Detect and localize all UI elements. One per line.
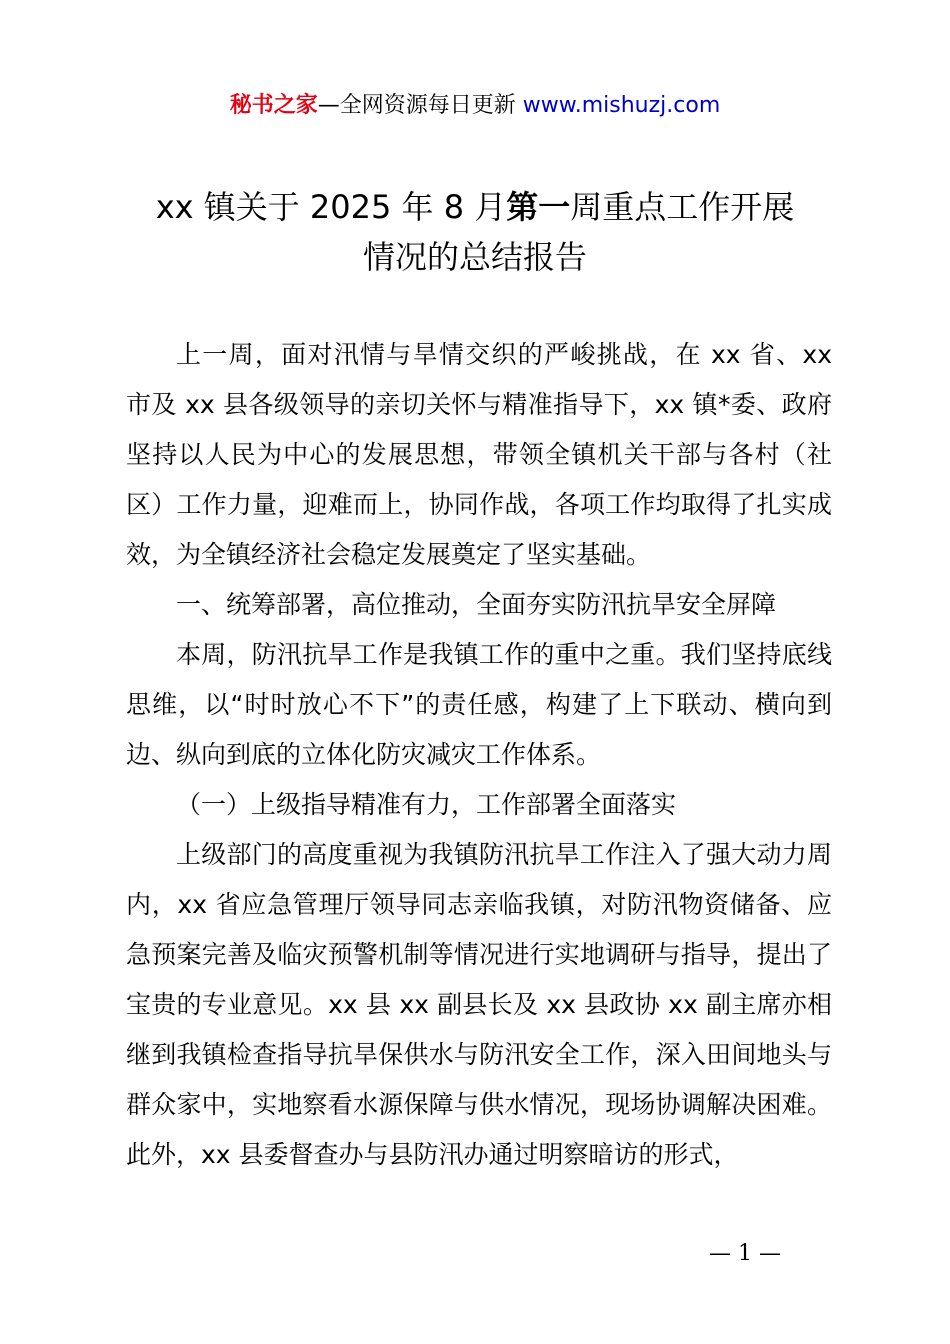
subsection-heading-1: （一）上级指导精准有力，工作部署全面落实	[176, 790, 677, 819]
title-bold-part: 第一	[506, 188, 571, 226]
page-footer	[0, 1236, 950, 1272]
title-part-2: 周重点工作开展	[570, 188, 795, 226]
site-url-link[interactable]: www.mishuzj.com	[522, 93, 721, 118]
intro-paragraph: 上一周，面对汛情与旱情交织的严峻挑战，在 xx 省、xx 市及 xx 县各级领导的亲切关怀与精准指导下，xx 镇*委、政府坚持以人民为中心的发展思想，带领全镇机关干部与各村（社区）工作力量，迎难而上，协同作战，各项工作均取得了扎实成效，为全镇经济社会稳定发展奠定了坚实基础。	[126, 340, 832, 569]
page-number: — 1 —	[709, 1241, 781, 1266]
document-title-line-2: 情况的总结报告	[362, 238, 587, 276]
banner-separator: —	[317, 93, 340, 118]
title-part-1: xx 镇关于 2025 年 8 月	[155, 188, 507, 226]
section-heading-1: 一、统筹部署，高位推动，全面夯实防汛抗旱安全屏障	[176, 590, 777, 619]
brand-name: 秘书之家	[229, 93, 318, 118]
document-title-line-1	[0, 182, 950, 232]
subsection-1-paragraph: 上级部门的高度重视为我镇防汛抗旱工作注入了强大动力周内，xx 省应急管理厅领导同志亲临我镇，对防汛物资储备、应急预案完善及临灾预警机制等情况进行实地调研与指导，提出了宝贵的专业意见。xx 县 xx 副县长及 xx 县政协 xx 副主席亦相继到我镇检查指导抗旱保供水与防汛安全工作，深入田间地头与群众家中，实地察看水源保障与供水情况，现场协调解决困难。此外，xx 县委督查办与县防汛办通过明察暗访的形式，	[126, 840, 832, 1169]
banner-tagline: 全网资源每日更新	[339, 93, 516, 118]
section-1-paragraph: 本周，防汛抗旱工作是我镇工作的重中之重。我们坚持底线思维，以“时时放心不下”的责任感，构建了上下联动、横向到边、纵向到底的立体化防灾减灾工作体系。	[126, 640, 832, 769]
site-banner	[0, 88, 950, 124]
